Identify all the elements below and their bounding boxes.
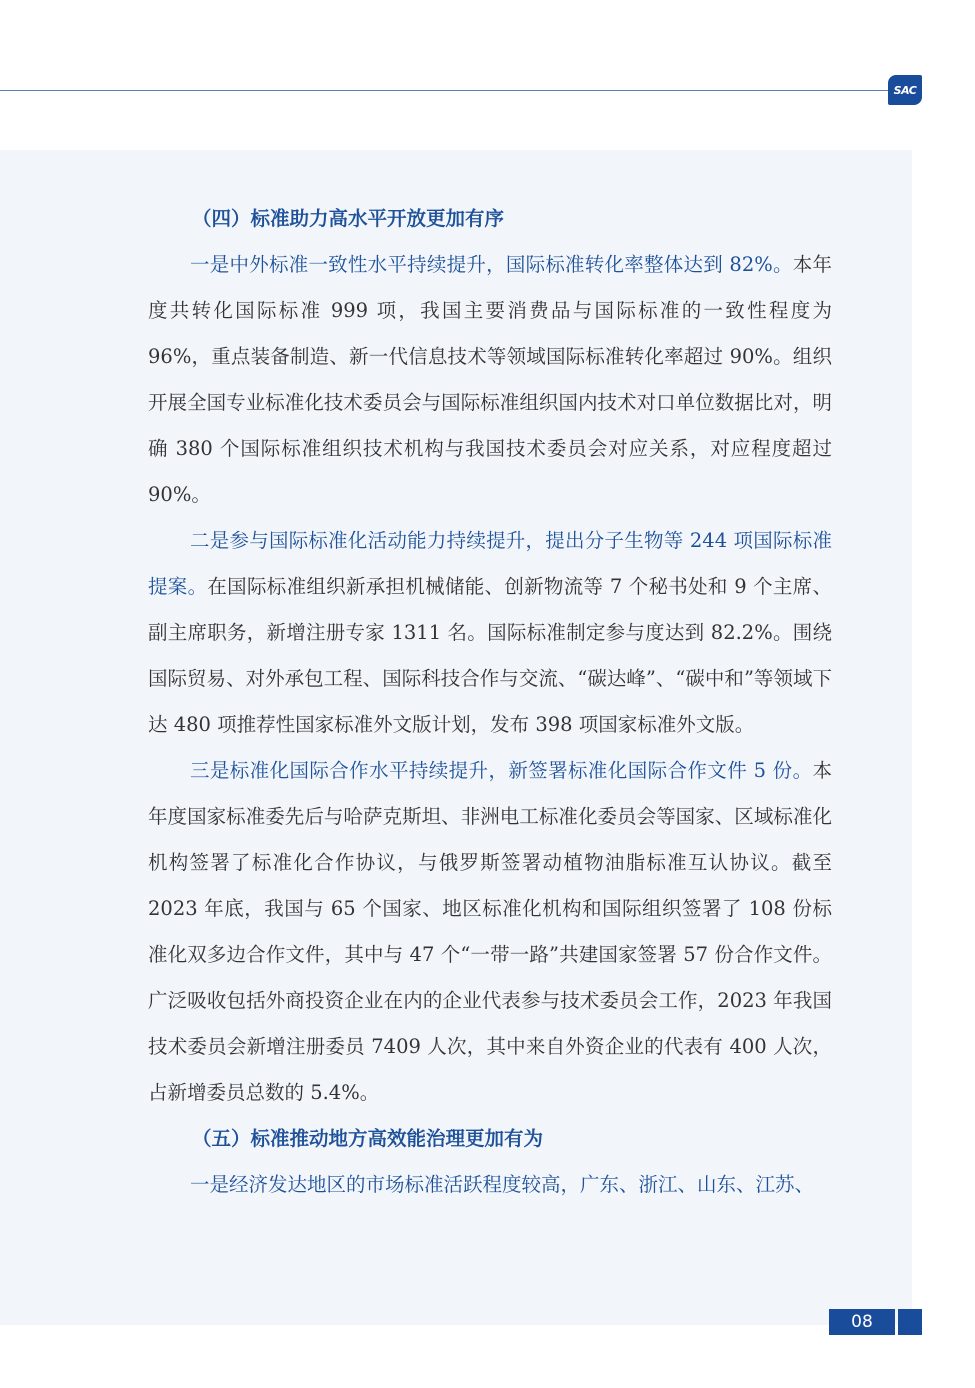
header-rule bbox=[0, 90, 890, 91]
paragraph bbox=[148, 518, 832, 748]
paragraph-body: 本年度共转化国际标准 999 项，我国主要消费品与国际标准的一致性程度为 96%，重点装备制造、新一代信息技术等领域国际标准转化率超过 90%。组织开展全国专业标准化技术委员会与国际标准组织国内技术对口单位数据比对，明确 380 个国际标准组织技术机构与我国技术委员会对应关系，对应程度超过 90%。 bbox=[148, 253, 832, 506]
sac-logo: SAC bbox=[888, 75, 922, 105]
paragraph bbox=[148, 242, 832, 518]
document-body bbox=[148, 196, 832, 1208]
paragraph-lead: 一是经济发达地区的市场标准活跃程度较高，广东、浙江、山东、江苏、 bbox=[190, 1173, 815, 1196]
page-tab-decoration bbox=[898, 1309, 922, 1335]
paragraph-body: 在国际标准组织新承担机械储能、创新物流等 7 个秘书处和 9 个主席、副主席职务，新增注册专家 1311 名。国际标准制定参与度达到 82.2%。围绕国际贸易、对外承包工程、国际科技合作与交流、“碳达峰”、“碳中和”等领域下达 480 项推荐性国家标准外文版计划，发布 398 项国家标准外文版。 bbox=[148, 575, 832, 736]
page-number: 08 bbox=[829, 1309, 895, 1335]
paragraph bbox=[148, 1162, 832, 1208]
section-heading: （四）标准助力高水平开放更加有序 bbox=[192, 207, 505, 230]
section-heading: （五）标准推动地方高效能治理更加有为 bbox=[192, 1127, 544, 1150]
paragraph bbox=[148, 748, 832, 1116]
paragraph-body: 本年度国家标准委先后与哈萨克斯坦、非洲电工标准化委员会等国家、区域标准化机构签署了标准化合作协议，与俄罗斯签署动植物油脂标准互认协议。截至 2023 年底，我国与 65 个国家、地区标准化机构和国际组织签署了 108 份标准化双多边合作文件，其中与 47 个“一带一路”共建国家签署 57 份合作文件。广泛吸收包括外商投资企业在内的企业代表参与技术委员会工作，2023 年我国技术委员会新增注册委员 7409 人次，其中来自外资企业的代表有 400 人次，占新增委员总数的 5.4%。 bbox=[148, 759, 832, 1104]
paragraph-lead: 一是中外标准一致性水平持续提升，国际标准转化率整体达到 82%。 bbox=[190, 253, 793, 276]
paragraph-lead: 二是参与国际标准化活动能力持续提升，提出分子生物等 244 项国际标准提案。 bbox=[148, 529, 832, 598]
paragraph-lead: 三是标准化国际合作水平持续提升，新签署标准化国际合作文件 5 份。 bbox=[190, 759, 813, 782]
